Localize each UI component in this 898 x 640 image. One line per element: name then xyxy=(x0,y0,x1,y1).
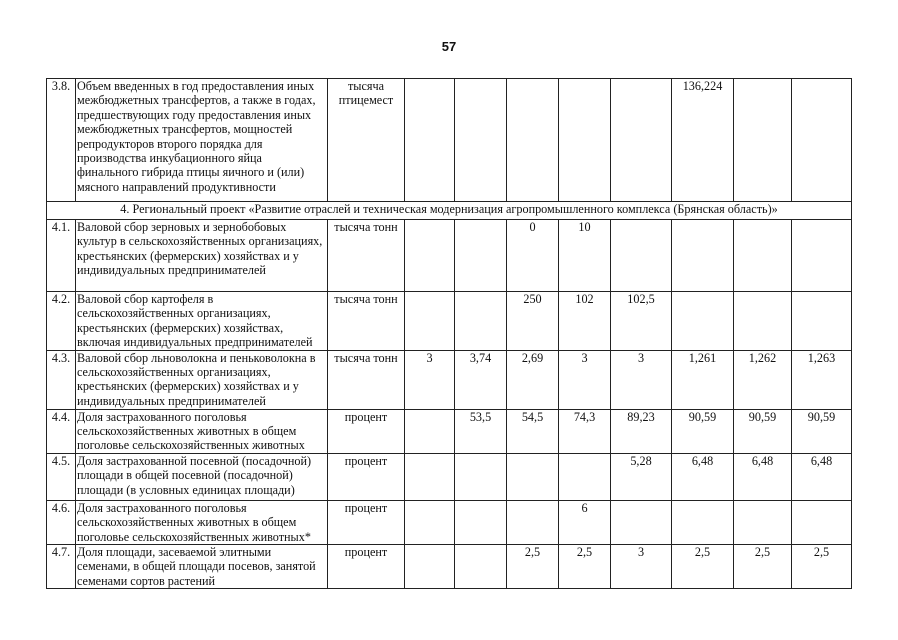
value-cell: 6,48 xyxy=(734,453,792,500)
value-cell: 2,5 xyxy=(792,545,852,589)
indicator-name: Доля застрахованного поголовья сельскохозяйственных животных в общем поголовье сельскохозяйственных животных xyxy=(76,409,328,453)
row-number: 4.1. xyxy=(47,220,76,292)
value-cell xyxy=(455,79,507,202)
value-cell xyxy=(792,220,852,292)
value-cell xyxy=(405,79,455,202)
row-number: 4.4. xyxy=(47,409,76,453)
indicator-name: Доля площади, засеваемой элитными семенами, в общей площади посевов, занятой семенами сортов растений xyxy=(76,545,328,589)
table-row xyxy=(47,79,852,202)
value-cell xyxy=(734,220,792,292)
indicator-name: Доля застрахованного поголовья сельскохозяйственных животных в общем поголовье сельскохозяйственных животных* xyxy=(76,500,328,544)
value-cell xyxy=(455,220,507,292)
value-cell xyxy=(405,453,455,500)
value-cell: 5,28 xyxy=(611,453,672,500)
row-number: 4.7. xyxy=(47,545,76,589)
value-cell: 1,262 xyxy=(734,350,792,409)
table-row xyxy=(47,545,852,589)
value-cell: 3 xyxy=(405,350,455,409)
value-cell: 10 xyxy=(559,220,611,292)
table-row xyxy=(47,350,852,409)
indicators-table xyxy=(46,78,852,589)
value-cell: 53,5 xyxy=(455,409,507,453)
value-cell xyxy=(559,79,611,202)
unit-of-measure: процент xyxy=(328,409,405,453)
value-cell xyxy=(611,500,672,544)
indicator-name: Доля застрахованной посевной (посадочной) площади в общей посевной (посадочной) площади (в условных единицах площади) xyxy=(76,453,328,500)
value-cell xyxy=(672,292,734,351)
value-cell: 102 xyxy=(559,292,611,351)
value-cell xyxy=(734,292,792,351)
value-cell xyxy=(405,409,455,453)
value-cell xyxy=(455,545,507,589)
value-cell xyxy=(734,500,792,544)
value-cell: 2,5 xyxy=(507,545,559,589)
value-cell xyxy=(792,292,852,351)
table-row xyxy=(47,500,852,544)
value-cell: 3 xyxy=(559,350,611,409)
row-number: 3.8. xyxy=(47,79,76,202)
value-cell: 89,23 xyxy=(611,409,672,453)
value-cell: 6 xyxy=(559,500,611,544)
value-cell: 3 xyxy=(611,350,672,409)
value-cell: 3 xyxy=(611,545,672,589)
value-cell xyxy=(734,79,792,202)
value-cell: 2,5 xyxy=(672,545,734,589)
value-cell xyxy=(611,220,672,292)
value-cell xyxy=(792,500,852,544)
row-number: 4.2. xyxy=(47,292,76,351)
unit-of-measure: тысяча тонн xyxy=(328,292,405,351)
table-row xyxy=(47,453,852,500)
value-cell xyxy=(672,500,734,544)
table-row xyxy=(47,409,852,453)
value-cell xyxy=(405,545,455,589)
unit-of-measure: тысяча тонн xyxy=(328,220,405,292)
value-cell: 2,5 xyxy=(734,545,792,589)
value-cell xyxy=(672,220,734,292)
value-cell xyxy=(507,453,559,500)
section-row xyxy=(47,202,852,220)
table-row xyxy=(47,220,852,292)
value-cell: 90,59 xyxy=(734,409,792,453)
value-cell xyxy=(455,500,507,544)
value-cell: 136,224 xyxy=(672,79,734,202)
table-row xyxy=(47,292,852,351)
row-number: 4.6. xyxy=(47,500,76,544)
value-cell: 90,59 xyxy=(792,409,852,453)
value-cell: 3,74 xyxy=(455,350,507,409)
value-cell xyxy=(792,79,852,202)
value-cell: 90,59 xyxy=(672,409,734,453)
value-cell xyxy=(455,453,507,500)
value-cell xyxy=(507,79,559,202)
row-number: 4.3. xyxy=(47,350,76,409)
value-cell xyxy=(455,292,507,351)
indicator-name: Объем введенных в год предоставления иных межбюджетных трансфертов, а также в годах, предшествующих году предоставления иных межбюджетных трансфертов, мощностей репродукторов второго порядка для производства инкубационного яйца финального гибрида птицы яичного и (или) мясного направлений продуктивности xyxy=(76,79,328,202)
value-cell xyxy=(559,453,611,500)
value-cell: 1,261 xyxy=(672,350,734,409)
page-number: 57 xyxy=(441,39,457,54)
section-title: 4. Региональный проект «Развитие отраслей и техническая модернизация агропромышленного комплекса (Брянская область)» xyxy=(47,202,852,220)
value-cell: 2,69 xyxy=(507,350,559,409)
unit-of-measure: процент xyxy=(328,545,405,589)
value-cell xyxy=(507,500,559,544)
value-cell: 0 xyxy=(507,220,559,292)
table-body xyxy=(47,79,852,589)
unit-of-measure: тысяча птицемест xyxy=(328,79,405,202)
value-cell xyxy=(611,79,672,202)
value-cell: 250 xyxy=(507,292,559,351)
indicator-name: Валовой сбор зерновых и зернобобовых культур в сельскохозяйственных организациях, крестьянских (фермерских) хозяйствах и у индивидуальных предпринимателей xyxy=(76,220,328,292)
unit-of-measure: процент xyxy=(328,500,405,544)
value-cell xyxy=(405,500,455,544)
indicator-name: Валовой сбор картофеля в сельскохозяйственных организациях, крестьянских (фермерских) хозяйствах, включая индивидуальных предпринимателей xyxy=(76,292,328,351)
value-cell: 6,48 xyxy=(792,453,852,500)
unit-of-measure: тысяча тонн xyxy=(328,350,405,409)
value-cell xyxy=(405,220,455,292)
value-cell: 54,5 xyxy=(507,409,559,453)
indicator-name: Валовой сбор льноволокна и пеньковолокна в сельскохозяйственных организациях, крестьянских (фермерских) хозяйствах и у индивидуальных предпринимателей xyxy=(76,350,328,409)
row-number: 4.5. xyxy=(47,453,76,500)
value-cell: 74,3 xyxy=(559,409,611,453)
value-cell: 2,5 xyxy=(559,545,611,589)
value-cell: 102,5 xyxy=(611,292,672,351)
value-cell xyxy=(405,292,455,351)
value-cell: 6,48 xyxy=(672,453,734,500)
value-cell: 1,263 xyxy=(792,350,852,409)
unit-of-measure: процент xyxy=(328,453,405,500)
